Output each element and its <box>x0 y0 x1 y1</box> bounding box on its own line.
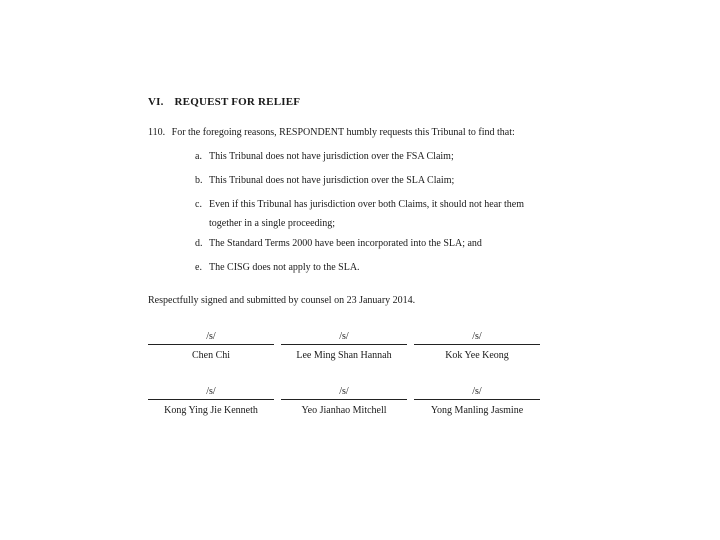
signature-line <box>148 344 274 345</box>
paragraph-number: 110. <box>148 127 166 138</box>
signature-mark: /s/ <box>472 386 482 397</box>
item-letter: a. <box>195 151 202 162</box>
item-letter: b. <box>195 175 203 186</box>
signature-mark: /s/ <box>206 331 216 342</box>
signature-block <box>281 330 407 363</box>
signature-block <box>281 385 407 418</box>
relief-item-c <box>195 195 549 233</box>
relief-item-b <box>195 171 549 190</box>
signature-line <box>414 344 540 345</box>
signatory-name: Kok Yee Keong <box>445 350 509 361</box>
section-number: VI. <box>148 96 164 108</box>
relief-item-a <box>195 147 549 166</box>
signature-block <box>414 330 540 363</box>
item-text: The CISG does not apply to the SLA. <box>209 262 360 273</box>
signature-mark: /s/ <box>472 331 482 342</box>
signature-mark: /s/ <box>339 386 349 397</box>
signatory-name: Yong Manling Jasmine <box>430 405 524 416</box>
signature-block <box>148 330 274 363</box>
signatory-name: Yeo Jianhao Mitchell <box>301 405 387 416</box>
signature-block <box>414 385 540 418</box>
signature-line <box>281 344 407 345</box>
item-text: This Tribunal does not have jurisdiction over the SLA Claim; <box>209 175 455 186</box>
relief-item-e <box>195 258 549 277</box>
signature-mark: /s/ <box>206 386 216 397</box>
signature-mark: /s/ <box>339 331 349 342</box>
item-text: This Tribunal does not have jurisdiction over the FSA Claim; <box>209 151 454 162</box>
paragraph-text: For the foregoing reasons, RESPONDENT humbly requests this Tribunal to find that: <box>171 127 515 138</box>
signatory-name: Lee Ming Shan Hannah <box>296 350 392 361</box>
closing-statement: Respectfully signed and submitted by counsel on 23 January 2014. <box>148 295 416 306</box>
signatory-name: Chen Chi <box>191 350 231 361</box>
signatory-name: Kong Ying Jie Kenneth <box>164 405 258 416</box>
item-letter: c. <box>195 199 202 210</box>
item-letter: e. <box>195 262 202 273</box>
paragraph-110 <box>148 127 515 138</box>
item-text: Even if this Tribunal has jurisdiction over both Claims, it should not hear them together in a single proceeding; <box>209 199 524 229</box>
item-letter: d. <box>195 238 203 249</box>
signature-line <box>148 399 274 400</box>
section-title: REQUEST FOR RELIEF <box>174 96 301 108</box>
signature-block <box>148 385 274 418</box>
relief-item-d <box>195 234 549 253</box>
section-heading <box>148 96 300 108</box>
signature-line <box>414 399 540 400</box>
signature-line <box>281 399 407 400</box>
item-text: The Standard Terms 2000 have been incorporated into the SLA; and <box>209 238 482 249</box>
